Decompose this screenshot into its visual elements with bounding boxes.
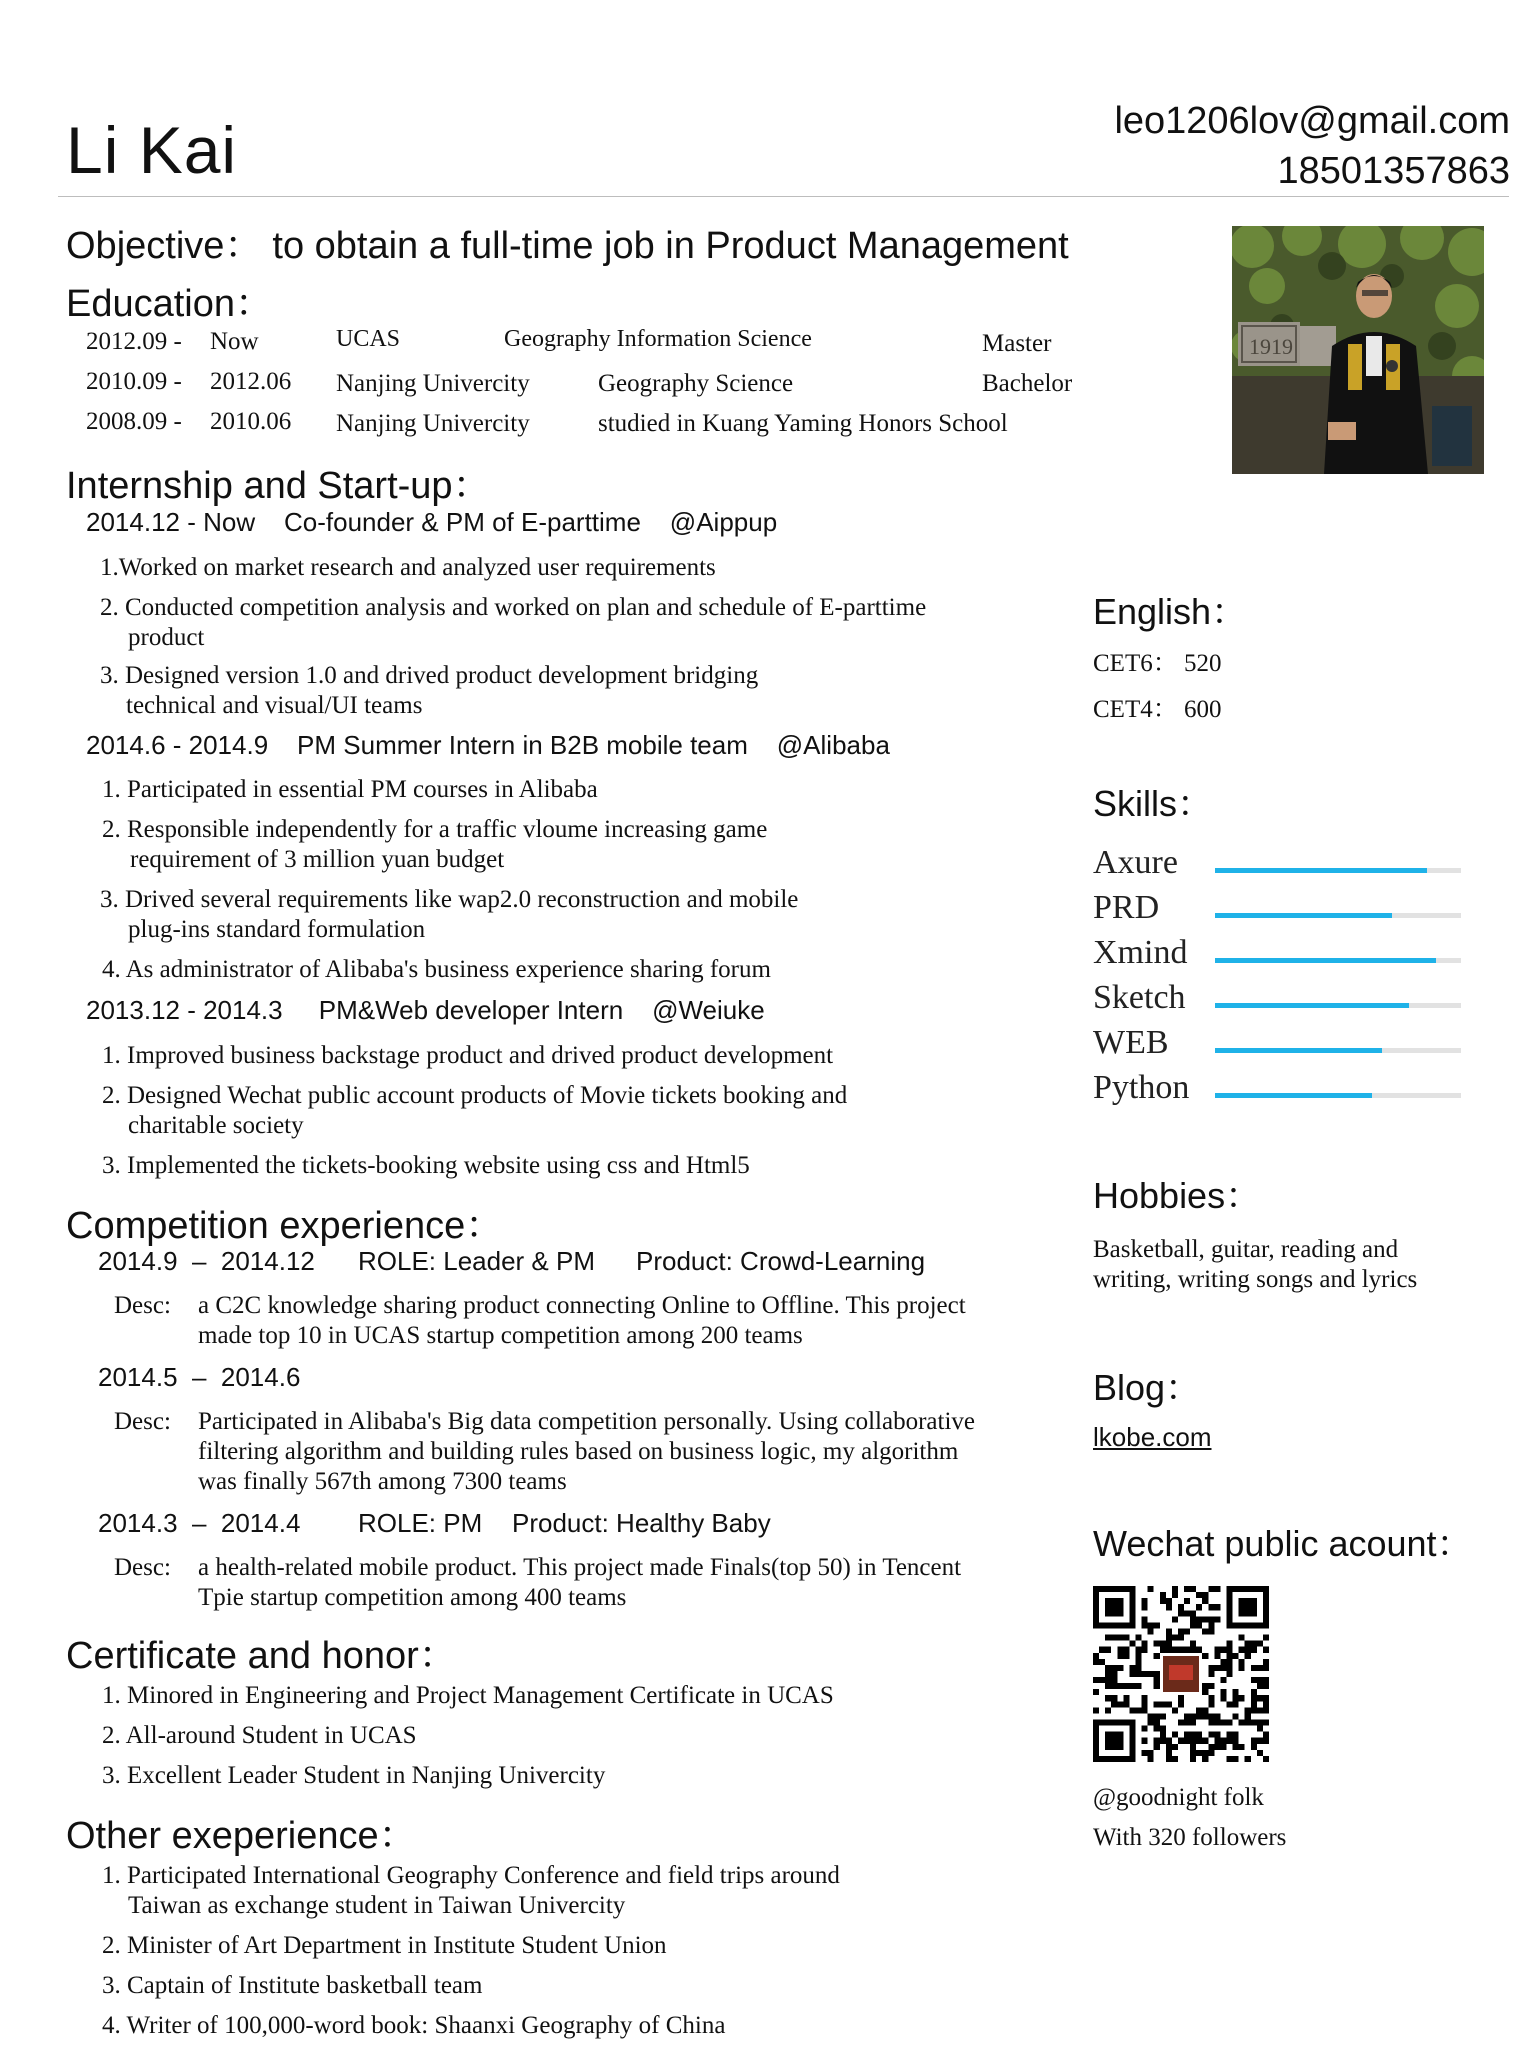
job-item: plug-ins standard formulation <box>128 916 426 943</box>
skill-bar-fill <box>1215 1093 1372 1098</box>
edu-school: UCAS <box>336 326 401 352</box>
skill-bar-track <box>1215 913 1461 918</box>
desc-line: Tpie startup competition among 400 teams <box>198 1584 627 1611</box>
edu-school: Nanjing Univercity <box>336 410 530 437</box>
desc-label: Desc: <box>114 1554 171 1581</box>
competition-product: Product: Healthy Baby <box>512 1508 771 1538</box>
internship-heading: Internship and Start-up： <box>66 465 491 507</box>
wechat-followers: With 320 followers <box>1093 1824 1287 1851</box>
skill-bar-fill <box>1215 868 1427 873</box>
skill-name-web: WEB <box>1093 1024 1169 1061</box>
edu-end: 2012.06 <box>210 368 292 395</box>
certificate-heading: Certificate and honor： <box>66 1635 457 1677</box>
skill-bar-track <box>1215 1048 1461 1053</box>
job-item: 3. Designed version 1.0 and drived product development bridging <box>100 662 759 689</box>
job-item: 2. Designed Wechat public account products of Movie tickets booking and <box>102 1082 848 1109</box>
competition-role: ROLE: PM <box>358 1508 483 1538</box>
hobbies-line: writing, writing songs and lyrics <box>1093 1266 1418 1293</box>
certificate-item: 3. Excellent Leader Student in Nanjing Univercity <box>102 1762 606 1789</box>
objective-text: to obtain a full-time job in Product Management <box>272 225 1069 267</box>
job-item: 4. As administrator of Alibaba's business experience sharing forum <box>102 956 771 983</box>
hobbies-heading: Hobbies： <box>1093 1175 1262 1216</box>
hobbies-line: Basketball, guitar, reading and <box>1093 1236 1399 1263</box>
blog-heading: Blog： <box>1093 1367 1202 1408</box>
job-item: 2. Conducted competition analysis and worked on plan and schedule of E-parttime <box>100 594 927 621</box>
skill-name-python: Python <box>1093 1069 1190 1106</box>
job-item: product <box>128 624 205 651</box>
job-item: 3. Drived several requirements like wap2.0 reconstruction and mobile <box>100 886 799 913</box>
edu-start: 2008.09 - <box>86 408 182 435</box>
skill-bar-track <box>1215 1003 1461 1008</box>
edu-start: 2012.09 - <box>86 328 182 355</box>
competition-date: 2014.3 – 2014.4 <box>98 1508 301 1538</box>
english-heading: English： <box>1093 591 1248 632</box>
email-address[interactable]: leo1206lov@gmail.com <box>1114 100 1510 142</box>
certificate-item: 2. All-around Student in UCAS <box>102 1722 417 1749</box>
profile-photo <box>1232 226 1484 474</box>
skill-name-axure: Axure <box>1093 844 1178 881</box>
skill-bar-fill <box>1215 913 1392 918</box>
qr-code <box>1093 1586 1269 1762</box>
job-item: 1. Improved business backstage product and drived product development <box>102 1042 834 1069</box>
competition-role: ROLE: Leader & PM <box>358 1246 595 1276</box>
job-title: 2013.12 - 2014.3 PM&Web developer Intern @Weiuke <box>86 995 765 1025</box>
phone-number: 18501357863 <box>1277 150 1510 192</box>
competition-product: Product: Crowd-Learning <box>636 1246 926 1276</box>
cet6-score: CET6： 520 <box>1093 650 1222 677</box>
skill-name-prd: PRD <box>1093 889 1160 926</box>
header-divider <box>58 196 1509 197</box>
job-item: requirement of 3 million yuan budget <box>130 846 505 873</box>
edu-major: Geography Science <box>598 370 794 397</box>
edu-degree: Master <box>982 330 1052 357</box>
blog-link[interactable]: lkobe.com <box>1093 1422 1212 1452</box>
job-title: 2014.12 - Now Co-founder & PM of E-parttime @Aippup <box>86 507 778 537</box>
skill-bar-fill <box>1215 1048 1382 1053</box>
competition-date: 2014.5 – 2014.6 <box>98 1362 301 1392</box>
objective-heading: Objective： to obtain a full-time job in Product Management <box>66 225 1069 267</box>
candidate-name: Li Kai <box>66 113 238 187</box>
edu-degree: Bachelor <box>982 370 1073 397</box>
job-item: 1. Participated in essential PM courses in Alibaba <box>102 776 598 803</box>
desc-label: Desc: <box>114 1292 171 1319</box>
skill-bar-track <box>1215 868 1461 873</box>
wechat-account: @goodnight folk <box>1093 1784 1264 1811</box>
other-item: Taiwan as exchange student in Taiwan Univercity <box>128 1892 626 1919</box>
skill-name-sketch: Sketch <box>1093 979 1186 1016</box>
certificate-item: 1. Minored in Engineering and Project Management Certificate in UCAS <box>102 1682 834 1709</box>
desc-line: was finally 567th among 7300 teams <box>198 1468 567 1495</box>
other-item: 1. Participated International Geography Conference and field trips around <box>102 1862 840 1889</box>
job-item: charitable society <box>128 1112 304 1139</box>
edu-major: studied in Kuang Yaming Honors School <box>598 410 1008 437</box>
job-item: 2. Responsible independently for a traffic vloume increasing game <box>102 816 768 843</box>
desc-line: a health-related mobile product. This project made Finals(top 50) in Tencent <box>198 1554 962 1581</box>
skill-bar-track <box>1215 958 1461 963</box>
job-item: 1.Worked on market research and analyzed user requirements <box>100 554 716 581</box>
competition-heading: Competition experience： <box>66 1205 504 1247</box>
job-item: 3. Implemented the tickets-booking website using css and Html5 <box>102 1152 750 1179</box>
education-heading: Education： <box>66 283 274 325</box>
cet4-score: CET4： 600 <box>1093 696 1222 723</box>
other-item: 3. Captain of Institute basketball team <box>102 1972 483 1999</box>
svg-text:1919: 1919 <box>1249 334 1293 359</box>
desc-line: Participated in Alibaba's Big data competition personally. Using collaborative <box>198 1408 976 1435</box>
wechat-heading: Wechat public acount： <box>1093 1523 1473 1564</box>
competition-date: 2014.9 – 2014.12 <box>98 1246 315 1276</box>
other-heading: Other exeperience： <box>66 1815 417 1857</box>
other-item: 4. Writer of 100,000-word book: Shaanxi Geography of China <box>102 2012 726 2039</box>
edu-major: Geography Information Science <box>504 326 812 352</box>
job-item: technical and visual/UI teams <box>126 692 423 719</box>
job-title: 2014.6 - 2014.9 PM Summer Intern in B2B mobile team @Alibaba <box>86 730 890 760</box>
edu-end: 2010.06 <box>210 408 292 435</box>
skill-bar-track <box>1215 1093 1461 1098</box>
skill-name-xmind: Xmind <box>1093 934 1188 971</box>
desc-line: made top 10 in UCAS startup competition among 200 teams <box>198 1322 803 1349</box>
edu-school: Nanjing Univercity <box>336 370 530 397</box>
edu-end: Now <box>210 328 259 355</box>
skill-bar-fill <box>1215 958 1436 963</box>
desc-line: a C2C knowledge sharing product connecting Online to Offline. This project <box>198 1292 966 1319</box>
desc-label: Desc: <box>114 1408 171 1435</box>
skill-bar-fill <box>1215 1003 1409 1008</box>
skills-heading: Skills： <box>1093 783 1214 824</box>
other-item: 2. Minister of Art Department in Institute Student Union <box>102 1932 667 1959</box>
desc-line: filtering algorithm and building rules based on business logic, my algorithm <box>198 1438 959 1465</box>
edu-start: 2010.09 - <box>86 368 182 395</box>
